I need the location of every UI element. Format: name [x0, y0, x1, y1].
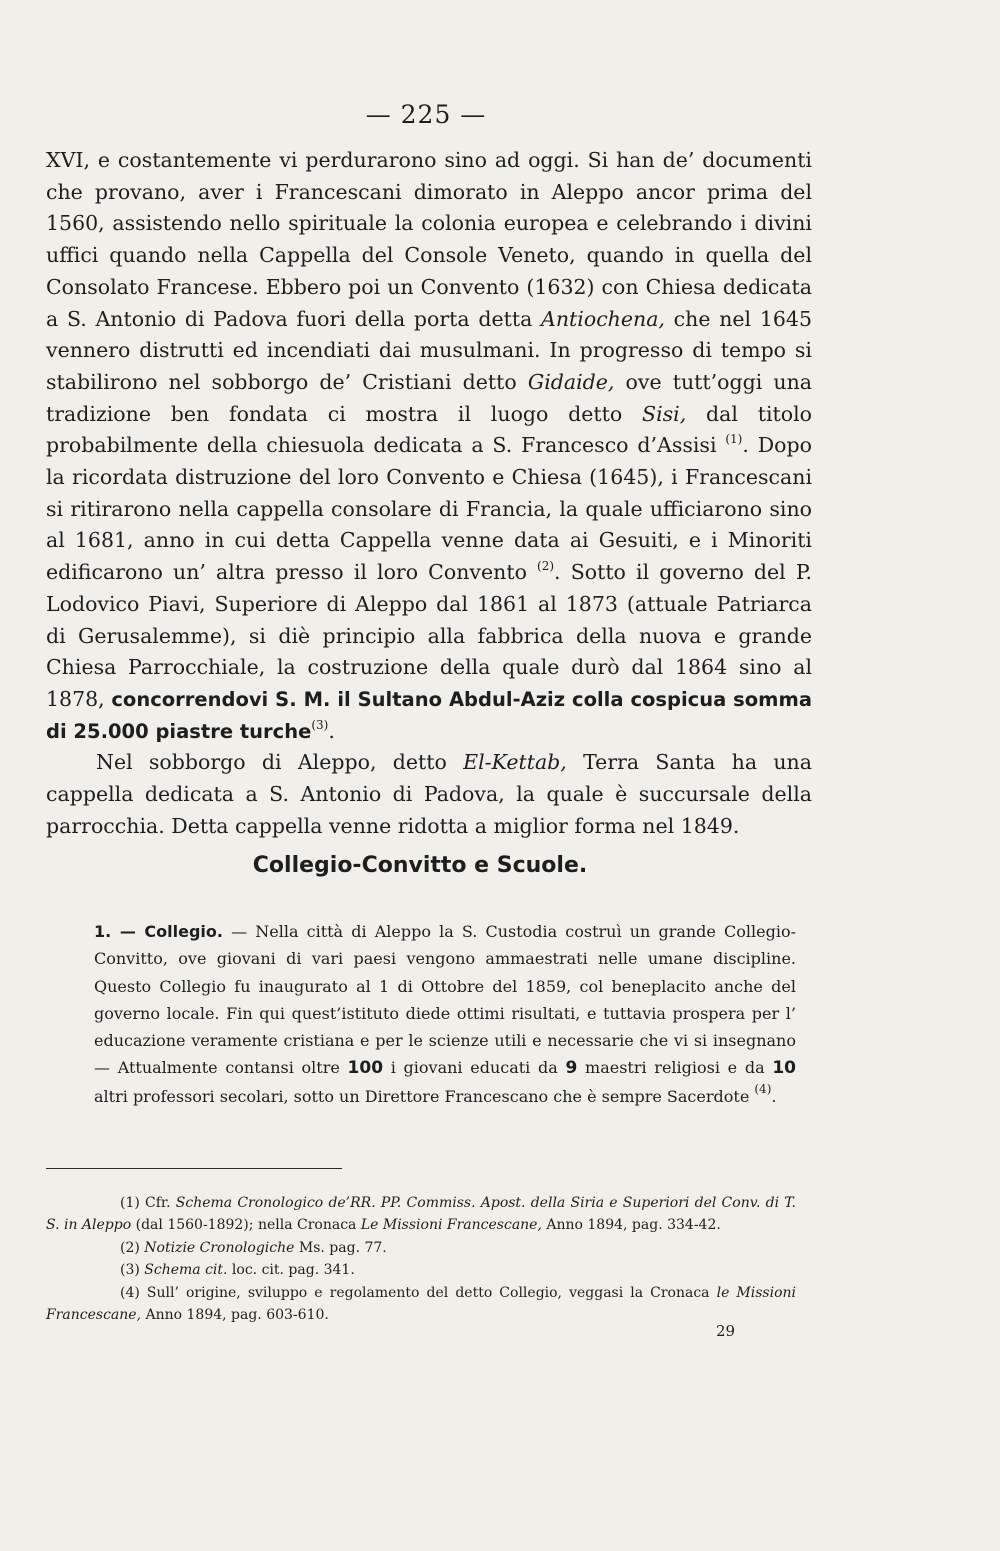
text-run: Anno 1894, pag. 334-42. — [541, 1217, 721, 1234]
text-run: dal titolo probabilmente della chiesuola dedicata a S. Francesco d’Assisi — [46, 401, 812, 458]
text-run: — Nella città di Aleppo la S. Custodia costruì un grande Collegio-Convitto, ove giovani di vari paesi vengono ammaestrati nelle umane discipline. Questo Collegio fu inaugurato al 1 di Ottobre del 1859, col beneplacito anche del governo locale. Fin qui quest’istituto diede ottimi risultati, e tuttavia prospera per l’ educazione veramente cristiana e per le scienze utili e necessarie che vi si insegnano — Attualmente contansi oltre — [94, 922, 796, 1078]
paragraph-1 — [46, 145, 812, 747]
text-run: . Dopo la ricordata distruzione del loro Convento e Chiesa (1645), i Francescani si ritirarono nella cappella consolare di Francia, la quale ufficiarono sino al 1681, anno in cui detta Cappella venne data ai Gesuiti, e i Minoriti edificarono un’ altra presso il loro Convento — [46, 433, 812, 585]
footnote-ref-3: (3) — [311, 717, 329, 732]
page-number: — 225 — — [365, 100, 487, 129]
text-run: (4) Sull’ origine, sviluppo e regolamento del detto Collegio, veggasi la Cronaca — [120, 1284, 717, 1301]
italic-term: Notizie Cronologiche — [144, 1239, 295, 1256]
italic-term: le Missioni Francescane, — [46, 1284, 797, 1324]
footnote-ref-4: (4) — [754, 1081, 772, 1096]
text-run: Ms. pag. 77. — [294, 1239, 387, 1256]
text-run: (3) — [120, 1262, 145, 1279]
text-run: . — [771, 1086, 777, 1106]
college-paragraph — [94, 918, 796, 1110]
paragraph-2 — [46, 747, 812, 842]
text-run: che nel 1645 vennero distrutti ed incendiati dai musulmani. In progresso di tempo si stabilirono nel sobborgo de’ Cristiani detto — [46, 306, 812, 394]
number-bold: 9 — [565, 1058, 578, 1079]
text-run: Terra Santa ha una cappella dedicata a S. Antonio di Padova, la quale è succursale della parrocchia. Detta cappella venne ridotta a miglior forma nel 1849. — [46, 750, 812, 838]
college-heading: 1. — Collegio. — [94, 922, 223, 941]
italic-term: Gidaide, — [527, 369, 615, 394]
italic-term: Schema cit. — [144, 1262, 228, 1279]
italic-term: Sisi, — [642, 401, 687, 426]
main-text — [46, 145, 812, 842]
text-run: i giovani educati da — [383, 1058, 566, 1078]
footnotes — [46, 1192, 796, 1326]
text-run: . Sotto il governo del P. Lodovico Piavi, Superiore di Aleppo dal 1861 al 1873 (attuale Patriarca di Gerusalemme), si diè principio alla fabbrica della nuova e grande Chiesa Parrocchiale, la costruzione della quale durò dal 1864 sino al 1878, — [46, 560, 813, 711]
number-bold: 10 — [772, 1058, 797, 1079]
text-run: XVI, e costantemente vi perdurarono sino ad oggi. Si han de’ documenti che provano, aver i Francescani dimorato in Aleppo ancor prima del 1560, assistendo nello spirituale la colonia europea e celebrando i divini uffici quando nella Cappella del Console Veneto, quando in quella del Consolato Francese. Ebbero poi un Convento (1632) con Chiesa dedicata a S. Antonio di Padova fuori della porta detta — [46, 148, 812, 331]
bold-phrase: concorrendovi S. M. il Sultano Abdul-Aziz colla cospicua somma di 25.000 piastre turche — [46, 687, 812, 743]
footnote-ref-1: (1) — [725, 432, 743, 447]
text-run: loc. cit. pag. 341. — [227, 1262, 355, 1279]
footnote-4 — [46, 1282, 796, 1327]
text-run: ove tutt’oggi una tradizione ben fondata ci mostra il luogo detto — [46, 369, 813, 426]
italic-term: El-Kettab, — [463, 750, 567, 775]
text-run: (2) — [120, 1239, 145, 1256]
text-run: Anno 1894, pag. 603-610. — [141, 1307, 329, 1324]
text-run: (dal 1560-1892); nella Cronaca — [131, 1217, 361, 1234]
text-run: . — [328, 718, 335, 743]
italic-term: Antiochena, — [541, 306, 665, 331]
footnote-ref-2: (2) — [537, 559, 555, 574]
italic-term: Le Missioni Francescane, — [360, 1217, 542, 1234]
footnote-2 — [46, 1237, 796, 1259]
footnote-divider — [46, 1168, 342, 1169]
text-run: Nel sobborgo di Aleppo, detto — [96, 750, 464, 775]
text-run: (1) Cfr. — [120, 1195, 176, 1211]
signature-number: 29 — [716, 1322, 736, 1340]
text-run: altri professori secolari, sotto un Direttore Francescano che è sempre Sacerdote — [94, 1086, 755, 1106]
footnote-3 — [46, 1259, 796, 1281]
text-run: maestri religiosi e da — [577, 1058, 773, 1078]
footnote-1 — [46, 1192, 796, 1237]
number-bold: 100 — [347, 1058, 384, 1079]
italic-term: Schema Cronologico de’RR. PP. Commiss. Apost. della Siria e Superiori del Conv. di T. S. in Aleppo — [46, 1195, 797, 1234]
section-title: Collegio-Convitto e Scuole. — [252, 853, 588, 878]
